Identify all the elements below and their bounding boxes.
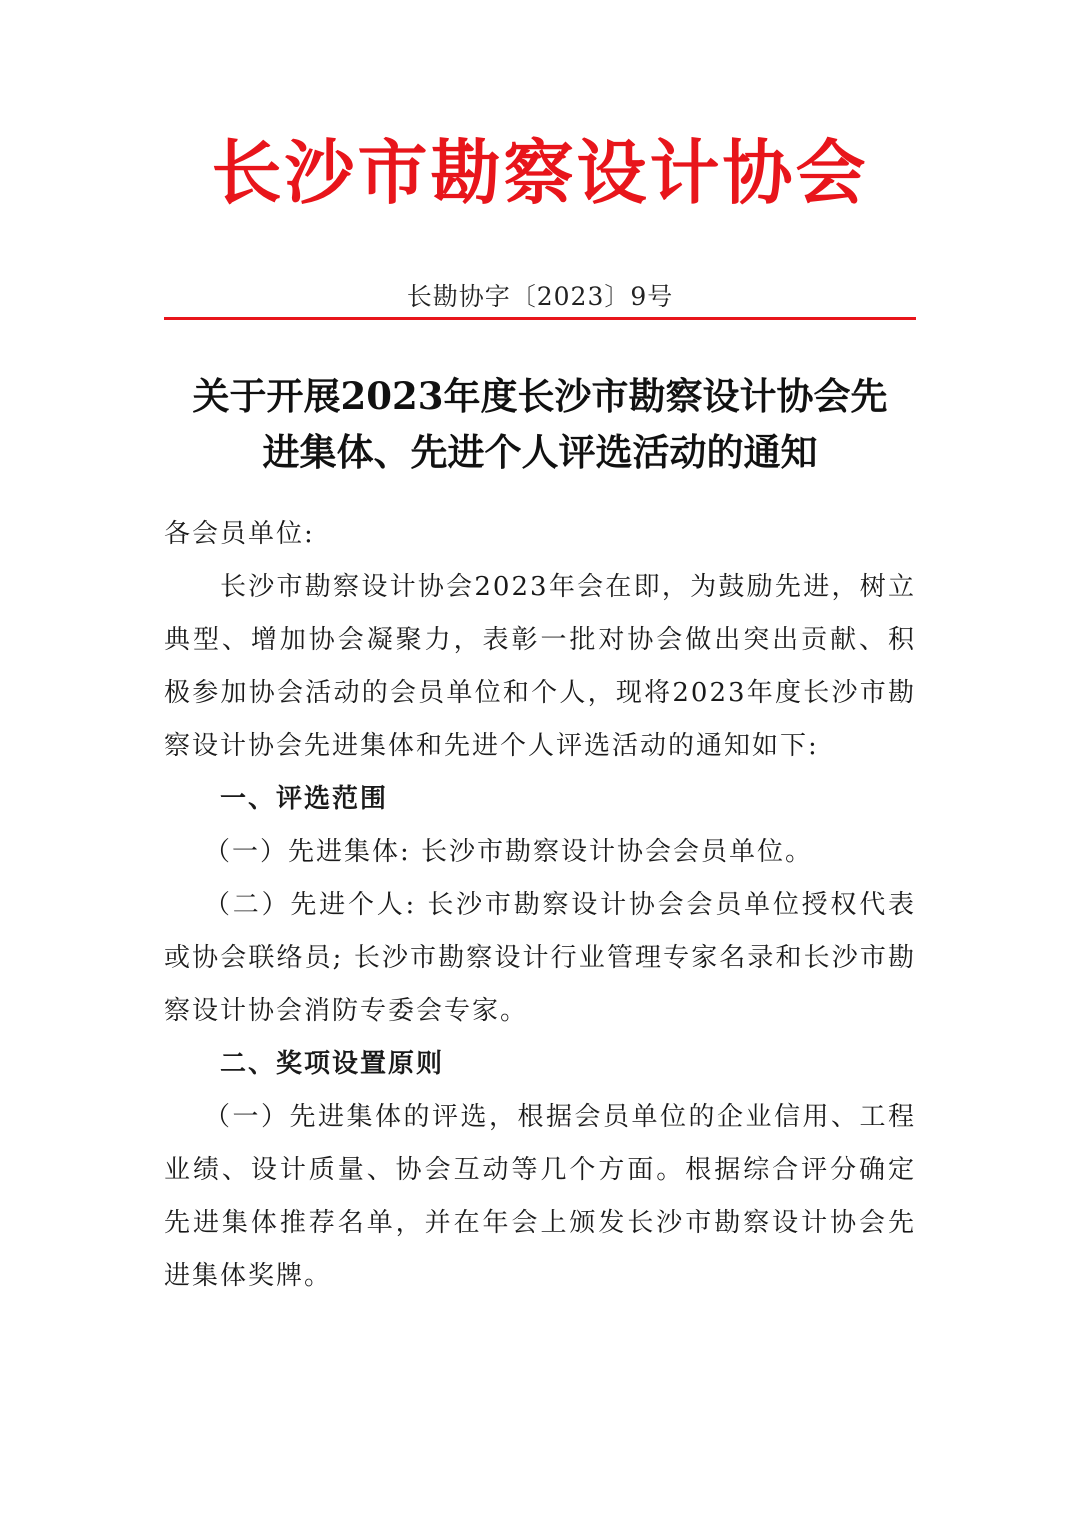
salutation: 各会员单位: bbox=[164, 519, 315, 549]
section-2-heading: 二、奖项设置原则 bbox=[220, 1049, 445, 1079]
notice-title-line-2: 进集体、先进个人评选活动的通知 bbox=[262, 430, 818, 474]
notice-body bbox=[164, 508, 916, 1303]
section-1-heading: 一、评选范围 bbox=[220, 784, 389, 814]
notice-title bbox=[140, 368, 940, 480]
section-1-item-1: （一）先进集体: 长沙市勘察设计协会会员单位。 bbox=[204, 837, 814, 867]
section-2-item-1: （一）先进集体的评选，根据会员单位的企业信用、工程业绩、设计质量、协会互动等几个方面。根据综合评分确定先进集体推荐名单，并在年会上颁发长沙市勘察设计协会先进集体奖牌。 bbox=[164, 1102, 916, 1291]
letterhead-title: 长沙市勘察设计协会 bbox=[211, 131, 869, 214]
intro-paragraph: 长沙市勘察设计协会2023年会在即，为鼓励先进，树立典型、增加协会凝聚力，表彰一批对协会做出突出贡献、积极参加协会活动的会员单位和个人，现将2023年度长沙市勘察设计协会先进集体和先进个人评选活动的通知如下: bbox=[164, 572, 916, 761]
red-divider-line bbox=[164, 317, 916, 320]
section-1-item-2: （二）先进个人: 长沙市勘察设计协会会员单位授权代表或协会联络员; 长沙市勘察设计行业管理专家名录和长沙市勘察设计协会消防专委会专家。 bbox=[164, 890, 916, 1026]
document-number: 长勘协字〔2023〕9号 bbox=[406, 282, 674, 311]
notice-title-line-1: 关于开展2023年度长沙市勘察设计协会先 bbox=[192, 374, 888, 418]
